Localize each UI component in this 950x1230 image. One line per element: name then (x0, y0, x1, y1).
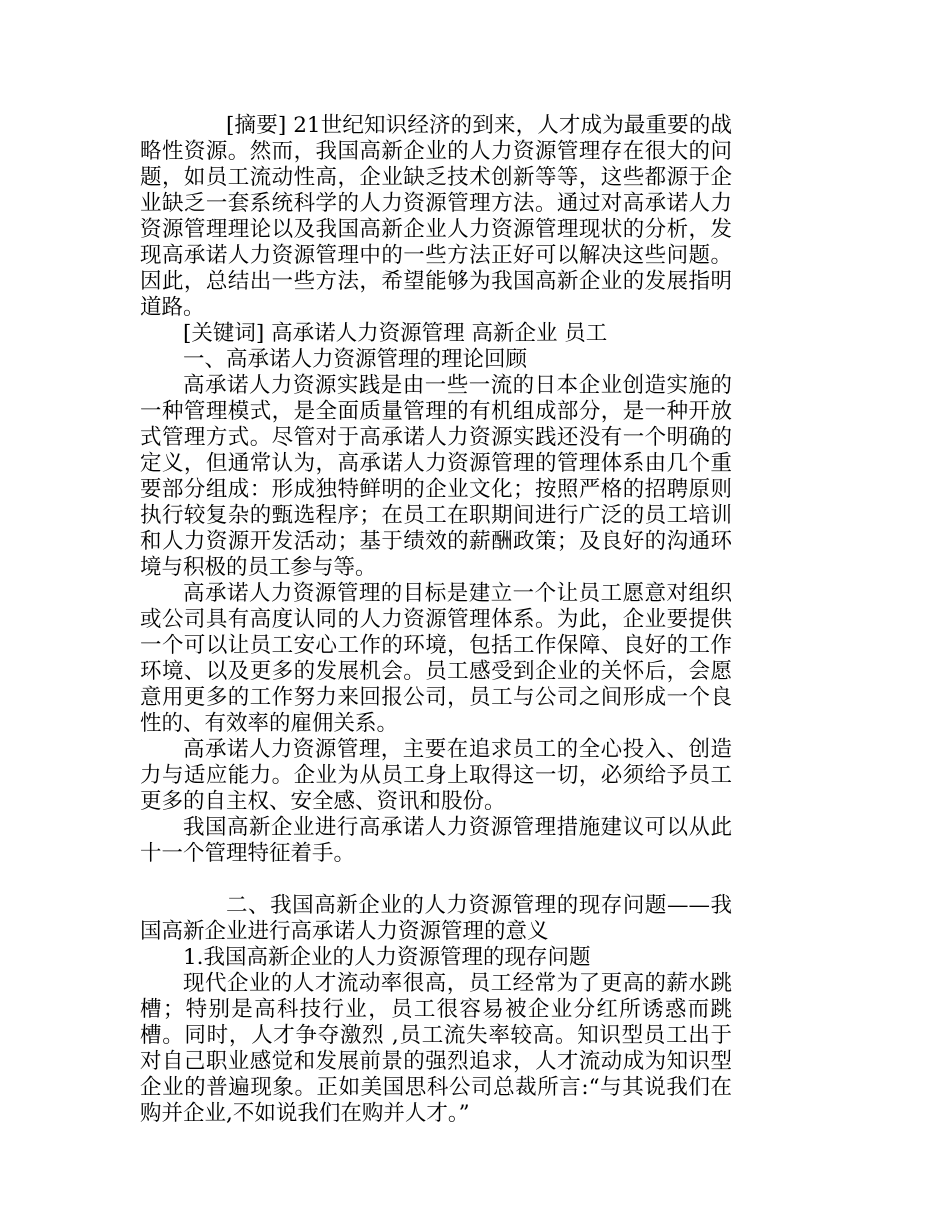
section-1-paragraph-1: 高承诺人力资源实践是由一些一流的日本企业创造实施的一种管理模式，是全面质量管理的有机组成部分，是一种开放式管理方式。尽管对于高承诺人力资源实践还没有一个明确的定义，但通常认为，高承诺人力资源管理的管理体系由几个重要部分组成：形成独特鲜明的企业文化；按照严格的招聘原则执行较复杂的甄选程序；在员工在职期间进行广泛的员工培训和人力资源开发活动；基于绩效的薪酬政策；及良好的沟通环境与积极的员工参与等。 (140, 373, 732, 580)
document-page (140, 113, 732, 1127)
section-1-paragraph-2: 高承诺人力资源管理的目标是建立一个让员工愿意对组织或公司具有高度认同的人力资源管理体系。为此，企业要提供一个可以让员工安心工作的环境，包括工作保障、良好的工作环境、以及更多的发展机会。员工感受到企业的关怀后，会愿意用更多的工作努力来回报公司，员工与公司之间形成一个良性的、有效率的雇佣关系。 (140, 581, 732, 736)
section-1-heading: 一、高承诺人力资源管理的理论回顾 (183, 347, 528, 372)
section-2-heading: 二、我国高新企业的人力资源管理的现存问题——我国高新企业进行高承诺人力资源管理的意义 (140, 893, 732, 944)
section-1-paragraph-3: 高承诺人力资源管理，主要在追求员工的全心投入、创造力与适应能力。企业为从员工身上取得这一切，必须给予员工更多的自主权、安全感、资讯和股份。 (140, 737, 732, 814)
keywords-line: [关键词] 高承诺人力资源管理 高新企业 员工 (183, 321, 608, 346)
section-2-subheading-1: 1.我国高新企业的人力资源管理的现存问题 (183, 945, 591, 970)
section-1-paragraph-4: 我国高新企业进行高承诺人力资源管理措施建议可以从此十一个管理特征着手。 (140, 815, 732, 866)
abstract-paragraph: [摘要] 21世纪知识经济的到来，人才成为最重要的战略性资源。然而，我国高新企业的人力资源管理存在很大的问题，如员工流动性高，企业缺乏技术创新等等，这些都源于企业缺乏一套系统科学的人力资源管理方法。通过对高承诺人力资源管理理论以及我国高新企业人力资源管理现状的分析，发现高承诺人力资源管理中的一些方法正好可以解决这些问题。因此，总结出一些方法，希望能够为我国高新企业的发展指明道路。 (140, 113, 732, 320)
paragraph-gap (140, 867, 732, 893)
section-2-paragraph-1: 现代企业的人才流动率很高，员工经常为了更高的薪水跳槽；特别是高科技行业，员工很容易被企业分红所诱惑而跳槽。同时，人才争夺激烈 ,员工流失率较高。知识型员工出于对自己职业感觉和发展前景的强烈追求，人才流动成为知识型企业的普遍现象。正如美国思科公司总裁所言:“与其说我们在购并企业,不如说我们在购并人才。” (140, 971, 732, 1126)
